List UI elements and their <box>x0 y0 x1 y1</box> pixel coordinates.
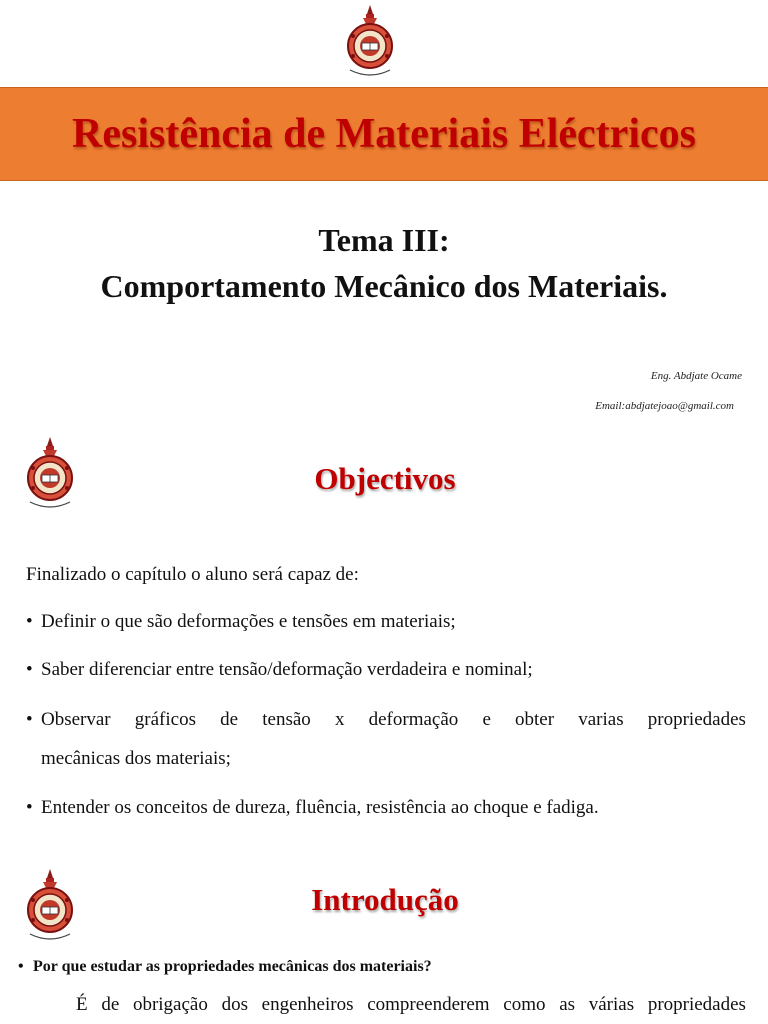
university-seal-icon <box>344 4 396 80</box>
intro-paragraph <box>76 993 746 1017</box>
paragraph-word: obrigação <box>132 994 208 1015</box>
objective-text: Definir o que são deformações e tensões em materiais; <box>41 611 456 632</box>
paragraph-word: de <box>101 994 120 1015</box>
objectives-heading: Objectivos <box>314 461 456 496</box>
author-name: Eng. Abdjate Ocame <box>650 370 742 382</box>
paragraph-word: como <box>503 994 546 1015</box>
objective-word: deformação <box>368 709 459 730</box>
bullet-mark: • <box>26 659 33 680</box>
objective-word: varias <box>578 709 624 730</box>
objective-word <box>26 708 111 732</box>
objective-item <box>26 796 599 820</box>
objective-word: de <box>220 709 239 730</box>
paragraph-word: propriedades <box>647 994 746 1015</box>
objective-item <box>26 658 533 682</box>
paragraph-word: as <box>559 994 576 1015</box>
document-title: Resistência de Materiais Eléctricos <box>72 111 696 157</box>
title-banner <box>0 87 768 181</box>
bullet-mark: • <box>26 611 33 632</box>
objective-text: Saber diferenciar entre tensão/deformação verdadeira e nominal; <box>41 659 533 680</box>
intro-question-text: Por que estudar as propriedades mecânicas dos materiais? <box>33 958 432 975</box>
objective-item <box>26 610 456 634</box>
objectives-intro: Finalizado o capítulo o aluno será capaz de: <box>26 564 359 585</box>
objective-word: obter <box>515 709 555 730</box>
theme-name: Comportamento Mecânico dos Materiais. <box>100 268 668 304</box>
paragraph-word: compreenderem <box>367 994 490 1015</box>
objective-word: e <box>482 709 491 730</box>
intro-question <box>18 956 432 978</box>
paragraph-word: várias <box>588 994 635 1015</box>
objective-item-justified <box>26 708 746 732</box>
bullet-mark: • <box>26 709 33 730</box>
paragraph-word: engenheiros <box>261 994 354 1015</box>
objective-word: x <box>334 709 345 730</box>
introduction-heading: Introdução <box>311 882 459 917</box>
objective-word: gráficos <box>134 709 196 730</box>
theme-label: Tema III: <box>318 222 450 258</box>
paragraph-word: É <box>76 994 88 1015</box>
bullet-mark: • <box>18 958 24 975</box>
objective-word-text: Observar <box>41 709 111 730</box>
objective-word: propriedades <box>647 709 746 730</box>
objective-continuation: mecânicas dos materiais; <box>41 748 231 769</box>
objective-word: tensão <box>262 709 311 730</box>
bullet-mark: • <box>26 797 33 818</box>
author-email: Email:abdjatejoao@gmail.com <box>595 400 734 412</box>
objective-text: Entender os conceitos de dureza, fluência, resistência ao choque e fadiga. <box>41 797 599 818</box>
paragraph-word: dos <box>221 994 248 1015</box>
